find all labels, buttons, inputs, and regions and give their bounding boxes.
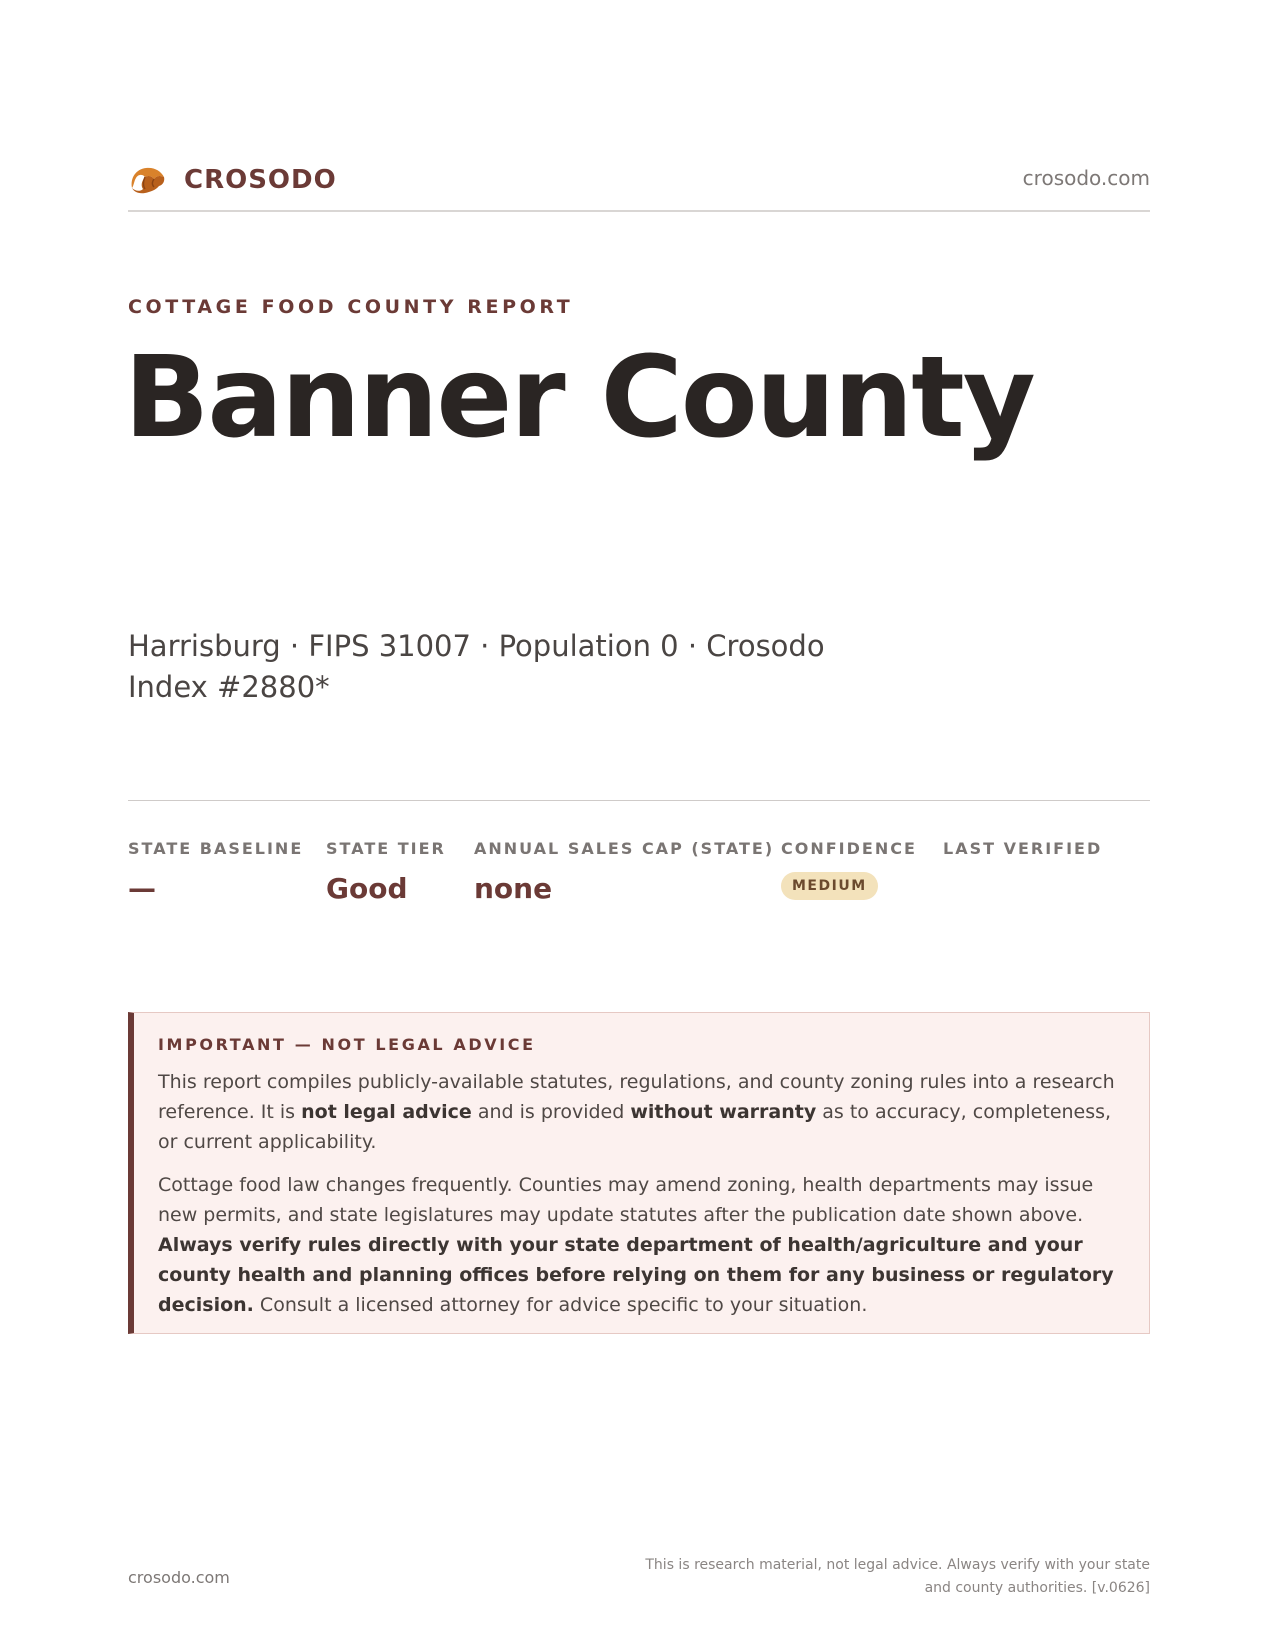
stat-confidence [781, 839, 917, 900]
notice-emphasis: not legal advice [301, 1101, 472, 1123]
report-subtitle: Harrisburg · FIPS 31007 · Population 0 · Crosodo Index #2880* [128, 629, 825, 704]
footer-disclaimer: This is research material, not legal advice. Always verify with your state and county authorities. [v.0626] [645, 1557, 1150, 1596]
notice-emphasis: without warranty [630, 1101, 817, 1123]
notice-paragraph [158, 1067, 1125, 1157]
notice-title: IMPORTANT — NOT LEGAL ADVICE [158, 1035, 536, 1054]
page-title: Banner County [124, 333, 1034, 463]
footer-url[interactable]: crosodo.com [128, 1568, 230, 1587]
notice-text: This report compiles publicly-available statutes, regulations, and county zoning rules into a research reference. It is [158, 1071, 1115, 1123]
stat-label: CONFIDENCE [781, 839, 917, 858]
stat-state-baseline [128, 839, 303, 905]
page-header [128, 158, 1150, 212]
stat-label: ANNUAL SALES CAP (STATE) [474, 839, 775, 858]
brand[interactable] [128, 160, 337, 200]
site-url[interactable]: crosodo.com [1022, 166, 1150, 190]
confidence-badge: MEDIUM [781, 872, 878, 900]
report-eyebrow: COTTAGE FOOD COUNTY REPORT [128, 296, 574, 318]
stat-label: STATE TIER [326, 839, 446, 858]
stat-state-tier [326, 839, 446, 905]
stat-value: none [474, 872, 553, 905]
notice-text: Cottage food law changes frequently. Counties may amend zoning, health departments may issue new permits, and state legislatures may update statutes after the publication date shown above. [158, 1174, 1094, 1226]
notice-text: and is provided [471, 1101, 631, 1123]
notice-text: as to accuracy, completeness, or current applicability. [158, 1101, 1112, 1153]
notice-emphasis: Always verify rules directly with your state department of health/agriculture and your county health and planning offices before relying on them for any business or regulatory decision. [158, 1234, 1114, 1316]
stat-value: — [128, 872, 156, 905]
stat-last-verified [943, 839, 1102, 872]
notice-paragraph [158, 1170, 1125, 1320]
stat-sales-cap [474, 839, 774, 905]
brand-name: CROSODO [184, 165, 337, 195]
stat-label: LAST VERIFIED [943, 839, 1103, 858]
croissant-icon [128, 160, 168, 200]
notice-text: Consult a licensed attorney for advice specific to your situation. [253, 1294, 868, 1316]
stats-row [128, 800, 1150, 921]
stat-label: STATE BASELINE [128, 839, 304, 858]
legal-notice [128, 1012, 1150, 1334]
stat-value: Good [326, 872, 408, 905]
